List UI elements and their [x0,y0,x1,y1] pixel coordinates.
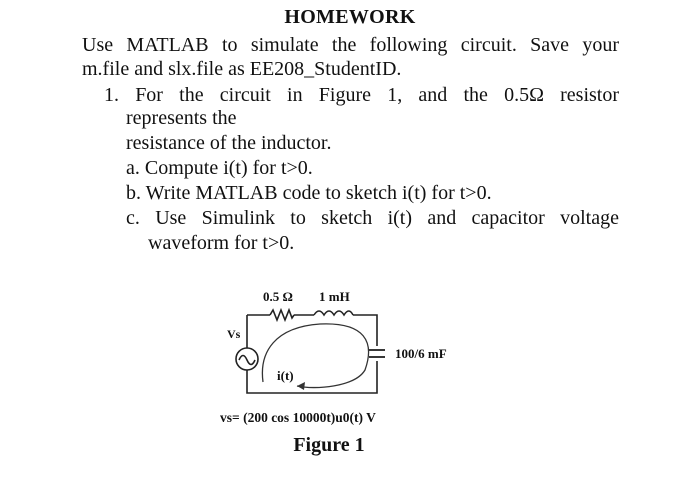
ac-source-symbol [236,348,258,370]
question-1-line-2: represents the [126,107,237,129]
circuit-diagram [205,282,505,432]
current-arrowhead-icon [297,382,305,390]
part-c-line-2: waveform for t>0. [148,232,295,254]
part-c-line-1: c. Use Simulink to sketch i(t) and capacitor voltage [126,207,619,229]
resistor-label: 0.5 Ω [263,289,293,304]
page-title: HOMEWORK [284,6,416,28]
inductor-symbol [314,311,353,315]
question-1-line-3: resistance of the inductor. [126,132,332,154]
inductor-label: 1 mH [319,289,350,304]
source-label: Vs [227,327,241,341]
part-b: b. Write MATLAB code to sketch i(t) for t>0. [126,182,492,204]
capacitor-symbol [369,350,385,357]
capacitor-label: 100/6 mF [395,346,447,361]
question-1-line-1: 1. For the circuit in Figure 1, and the 0.5Ω resistor [104,84,619,106]
intro-line-1: Use MATLAB to simulate the following circuit. Save your [82,34,619,56]
intro-line-2: m.file and slx.file as EE208_StudentID. [82,58,402,80]
figure-caption: Figure 1 [293,434,365,456]
source-equation: vs= (200 cos 10000t)u0(t) V [220,410,376,425]
part-a: a. Compute i(t) for t>0. [126,157,313,179]
resistor-symbol [270,310,294,320]
current-label: i(t) [277,368,294,383]
